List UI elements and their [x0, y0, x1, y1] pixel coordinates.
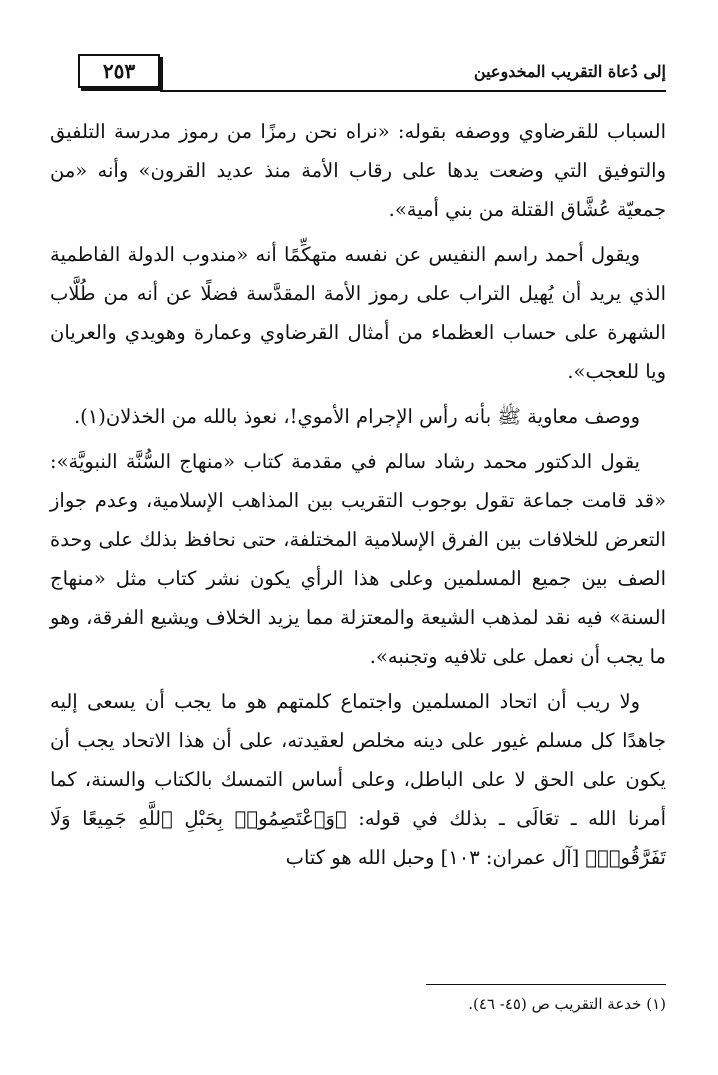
body-text: [50, 112, 666, 883]
paragraph: ويقول أحمد راسم النفيس عن نفسه متهكِّمًا أنه «مندوب الدولة الفاطمية الذي يريد أن يُهيل التراب على رموز الأمة المقدَّسة فضلًا عن أنه من طُلَّاب الشهرة على حساب العظماء من أمثال القرضاوي وعمارة وهويدي والعريان ويا للعجب».: [50, 243, 666, 383]
page-header: [78, 50, 666, 94]
header-divider: [160, 90, 666, 92]
paragraph: ووصف معاوية ﷺ بأنه رأس الإجرام الأموي!، نعوذ بالله من الخذلان(١).: [73, 405, 640, 428]
page-number: ٢٥٣: [78, 54, 160, 88]
footnote-divider: [426, 984, 666, 985]
running-title: إلى دُعاة التقريب المخدوعين: [473, 62, 666, 81]
paragraph: يقول الدكتور محمد رشاد سالم في مقدمة كتاب «منهاج السُّنَّة النبويَّة»: «قد قامت جماعة تقول بوجوب التقريب بين المذاهب الإسلامية، وعدم جواز التعرض للخلافات بين الفرق الإسلامية المختلفة، حتى نحافظ بذلك على وحدة الصف بين جميع المسلمين وعلى هذا الرأي يكون نشر كتاب مثل «منهاج السنة» فيه نقد لمذهب الشيعة والمعتزلة مما يزيد الخلاف ويشيع الفرقة، وهو ما يجب أن نعمل على تلافيه وتجنبه».: [50, 450, 666, 668]
paragraph: ولا ريب أن اتحاد المسلمين واجتماع كلمتهم هو ما يجب أن يسعى إليه جاهدًا كل مسلم غيور على دينه مخلص لعقيدته، على أن هذا الاتحاد يجب أن يكون على الحق لا على الباطل، وعلى أساس التمسك بالكتاب والسنة، كما أمرنا الله ـ تعَالَى ـ بذلك في قوله: ﴿وَٱعْتَصِمُوا۟ بِحَبْلِ ٱللَّهِ جَمِيعًا وَلَا تَفَرَّقُوا۟﴾ [آل عمران: ١٠٣] وحبل الله هو كتاب: [50, 690, 666, 869]
paragraph: السباب للقرضاوي ووصفه بقوله: «نراه نحن رمزًا من رموز مدرسة التلفيق والتوفيق التي وضعت يدها على رقاب الأمة منذ عديد القرون» وأنه «من جمعيّة عُشَّاق القتلة من بني أمية».: [50, 120, 666, 221]
footnote: (١) خدعة التقريب ص (٤٥- ٤٦).: [468, 995, 666, 1013]
